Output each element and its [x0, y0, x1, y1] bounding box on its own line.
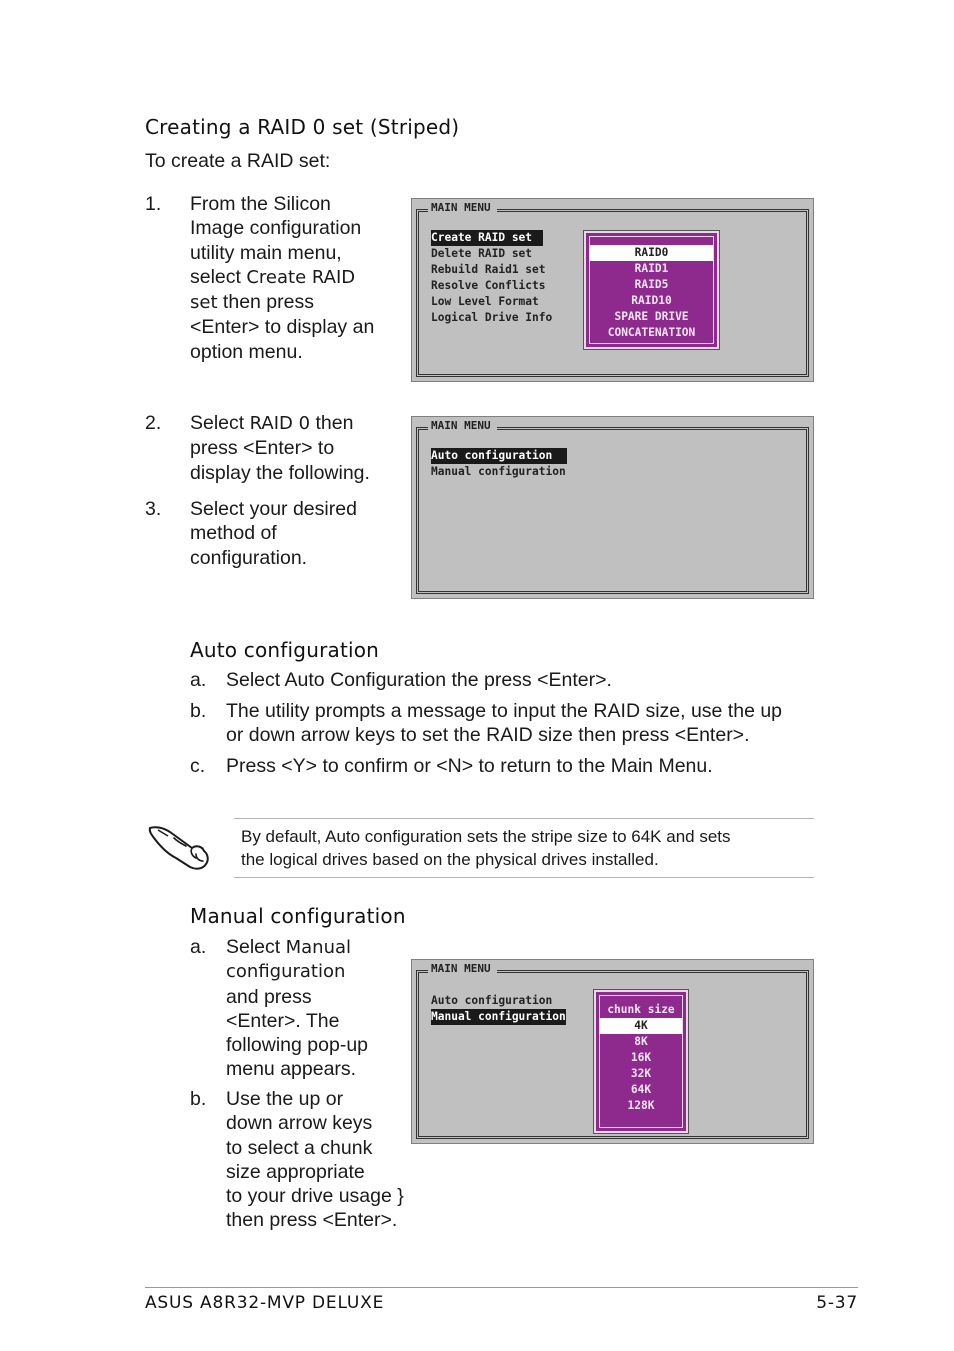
manual-config-heading: Manual configuration — [190, 904, 406, 928]
step-2-then: then — [310, 412, 354, 434]
auto-step-c-text: Press <Y> to confirm or <N> to return to the Main Menu. — [226, 755, 713, 777]
manual-step-a-line — [226, 935, 416, 960]
menu-item-auto-configuration[interactable]: Auto configuration — [431, 994, 553, 1007]
manual-step-b-line: down arrow keys — [226, 1112, 373, 1135]
main-menu — [430, 230, 552, 326]
note-top-rule — [234, 818, 814, 819]
note-line-2: the logical drives based on the physical drives installed. — [241, 849, 659, 869]
step-3-text — [190, 497, 405, 570]
option-raid1[interactable]: RAID1 — [634, 262, 669, 275]
option-4k[interactable]: 4K — [600, 1018, 682, 1034]
auto-step-b-label: b. — [190, 700, 207, 722]
step-2-number: 2. — [145, 412, 162, 434]
manual-step-b-line: to select a chunk — [226, 1136, 373, 1159]
step-1-then-press: then press — [217, 291, 314, 314]
option-128k[interactable]: 128K — [627, 1099, 655, 1112]
manual-step-a-label: a. — [190, 936, 207, 958]
manual-step-b-line: size appropriate — [226, 1160, 365, 1183]
option-64k[interactable]: 64K — [630, 1083, 652, 1096]
auto-step-b-line: or down arrow keys to set the RAID size then press <Enter>. — [226, 724, 750, 747]
manual-select-word: Select — [226, 936, 286, 958]
main-menu — [430, 993, 566, 1025]
step-1-line: <Enter> to display an — [190, 316, 375, 339]
section-title: Creating a RAID 0 set (Striped) — [145, 115, 460, 139]
note-line-1: By default, Auto configuration sets the stripe size to 64K and sets — [241, 827, 731, 846]
option-raid10[interactable]: RAID10 — [631, 294, 672, 307]
option-32k[interactable]: 32K — [630, 1067, 652, 1080]
step-1-select-word: select — [190, 265, 247, 288]
step-2-text — [190, 411, 405, 485]
manual-step-b-label: b. — [190, 1088, 207, 1110]
raid0-term: RAID 0 — [249, 413, 311, 434]
manual-step-a-line: following pop-up — [226, 1034, 369, 1057]
set-term: set — [190, 292, 218, 314]
chunk-size-popup — [594, 990, 688, 1133]
auto-config-heading: Auto configuration — [190, 638, 380, 662]
auto-step-a-label: a. — [190, 669, 207, 691]
manual-step-a-line: and press — [226, 985, 312, 1008]
main-menu-title: MAIN MENU — [428, 962, 497, 975]
menu-item-logical-drive-info[interactable]: Logical Drive Info — [431, 311, 553, 324]
menu-item-delete-raid-set[interactable]: Delete RAID set — [431, 247, 533, 260]
step-2-line: display the following. — [190, 461, 370, 484]
step-1-line: From the Silicon — [190, 193, 331, 215]
menu-item-create-raid-set[interactable]: Create RAID set — [431, 230, 543, 246]
raid-level-screen — [411, 198, 814, 382]
configuration-term: configuration — [226, 961, 346, 983]
configuration-method-screen — [411, 416, 814, 599]
manual-term: Manual — [285, 937, 352, 958]
manual-step-a-text — [226, 935, 416, 1082]
auto-step-a-text: Select Auto Configuration the press <Enter>. — [226, 669, 612, 691]
auto-step-c-label: c. — [190, 755, 206, 777]
create-raid-term: Create RAID — [246, 266, 356, 288]
manual-step-b-line: then press <Enter>. — [226, 1209, 398, 1232]
menu-item-manual-configuration[interactable]: Manual configuration — [431, 1010, 566, 1023]
option-16k[interactable]: 16K — [630, 1051, 652, 1064]
step-1-line: Image configuration — [190, 217, 362, 240]
step-1-line — [190, 290, 405, 315]
step-3-number: 3. — [145, 498, 162, 520]
step-2-line: press <Enter> to — [190, 437, 335, 460]
step-1-line — [190, 265, 405, 290]
step-3-line: configuration. — [190, 546, 308, 569]
manual-step-a-line: <Enter>. The — [226, 1009, 340, 1032]
option-raid0[interactable]: RAID0 — [590, 245, 713, 261]
option-spare-drive[interactable]: SPARE DRIVE — [614, 310, 689, 323]
main-menu — [430, 448, 567, 480]
step-2-select-word: Select — [190, 412, 250, 434]
option-raid5[interactable]: RAID5 — [634, 278, 669, 291]
chunk-size-screen — [411, 959, 814, 1144]
main-menu-title: MAIN MENU — [428, 419, 497, 432]
manual-step-a-line: menu appears. — [226, 1058, 357, 1081]
footer-product-name: ASUS A8R32-MVP DELUXE — [145, 1293, 385, 1313]
raid-level-popup — [584, 231, 719, 349]
step-3-line: Select your desired — [190, 498, 357, 520]
step-1-text — [190, 192, 405, 364]
note-bottom-rule — [234, 877, 814, 878]
hand-pointer-icon — [146, 818, 214, 874]
menu-item-rebuild-raid1-set[interactable]: Rebuild Raid1 set — [431, 263, 546, 276]
manual-step-b-line: to your drive usage } — [226, 1185, 404, 1208]
auto-step-b-text — [226, 699, 816, 748]
intro-text: To create a RAID set: — [145, 150, 331, 172]
step-1-number: 1. — [145, 193, 162, 215]
step-3-line: method of — [190, 522, 277, 545]
footer-rule — [145, 1287, 858, 1288]
menu-item-auto-configuration[interactable]: Auto configuration — [431, 448, 567, 464]
manual-step-b-line: Use the up or — [226, 1088, 344, 1110]
manual-step-b-text — [226, 1087, 416, 1233]
footer-page-number: 5-37 — [816, 1293, 858, 1313]
menu-item-resolve-conflicts[interactable]: Resolve Conflicts — [431, 279, 546, 292]
menu-item-low-level-format[interactable]: Low Level Format — [431, 295, 539, 308]
option-concatenation[interactable]: CONCATENATION — [607, 326, 696, 339]
chunk-size-title: chunk size — [607, 1003, 675, 1016]
main-menu-title: MAIN MENU — [428, 201, 497, 214]
step-1-line: utility main menu, — [190, 241, 342, 264]
step-1-line: option menu. — [190, 340, 303, 363]
option-8k[interactable]: 8K — [634, 1035, 648, 1048]
auto-step-b-line: The utility prompts a message to input the RAID size, use the up — [226, 700, 783, 722]
note-text — [241, 826, 731, 871]
menu-item-manual-configuration[interactable]: Manual configuration — [431, 465, 566, 478]
step-2-line — [190, 411, 405, 436]
